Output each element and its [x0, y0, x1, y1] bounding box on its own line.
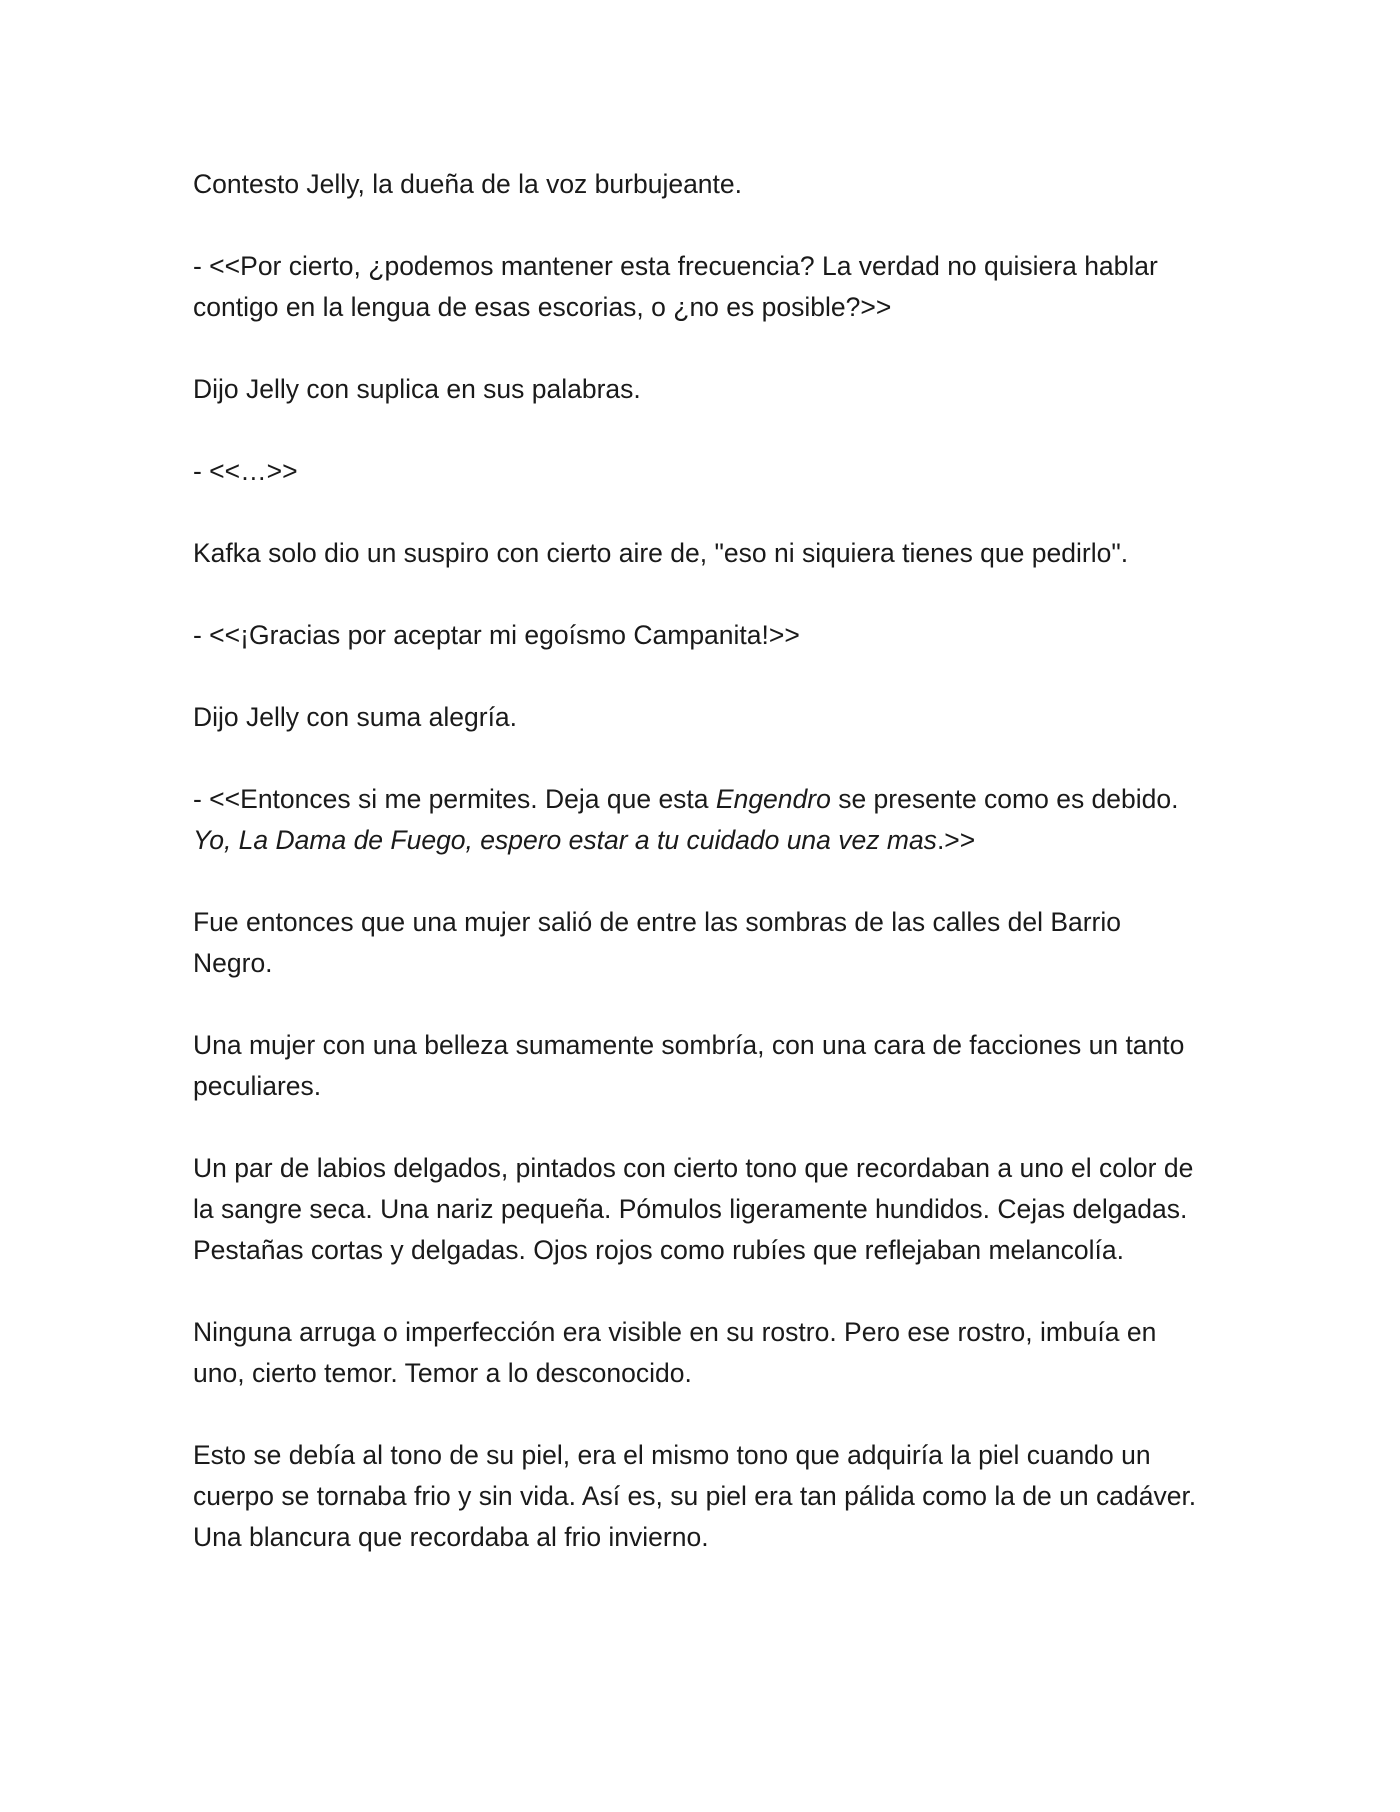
paragraph-4: - <<…>> — [193, 456, 298, 486]
paragraph-8-text-b: se presente como es debido. — [830, 784, 1179, 814]
paragraph-2: - <<Por cierto, ¿podemos mantener esta frecuencia? La verdad no quisiera hablar contigo en la lengua de esas escorias, o ¿no es posible?>> — [193, 251, 1158, 322]
paragraph-8-italic-b: Yo, La Dama de Fuego, espero estar a tu cuidado una vez mas — [193, 825, 937, 855]
paragraph-6: - <<¡Gracias por aceptar mi egoísmo Campanita!>> — [193, 620, 800, 650]
paragraph-8-text-a: - <<Entonces si me permites. Deja que esta — [193, 784, 716, 814]
paragraph-1: Contesto Jelly, la dueña de la voz burbujeante. — [193, 169, 743, 199]
document-body — [193, 164, 1203, 1558]
paragraph-7: Dijo Jelly con suma alegría. — [193, 702, 518, 732]
paragraph-5: Kafka solo dio un suspiro con cierto aire de, "eso ni siquiera tienes que pedirlo". — [193, 538, 1129, 568]
paragraph-10: Una mujer con una belleza sumamente sombría, con una cara de facciones un tanto peculiares. — [193, 1030, 1185, 1101]
paragraph-9: Fue entonces que una mujer salió de entre las sombras de las calles del Barrio Negro. — [193, 907, 1122, 978]
paragraph-8 — [193, 779, 1203, 861]
paragraph-12: Ninguna arruga o imperfección era visible en su rostro. Pero ese rostro, imbuía en uno, cierto temor. Temor a lo desconocido. — [193, 1317, 1157, 1388]
paragraph-11: Un par de labios delgados, pintados con cierto tono que recordaban a uno el color de la sangre seca. Una nariz pequeña. Pómulos ligeramente hundidos. Cejas delgadas. Pestañas cortas y delgadas. Ojos rojos como rubíes que reflejaban melancolía. — [193, 1153, 1194, 1265]
paragraph-8-text-c: .>> — [936, 825, 976, 855]
paragraph-13: Esto se debía al tono de su piel, era el mismo tono que adquiría la piel cuando un cuerpo se tornaba frio y sin vida. Así es, su piel era tan pálida como la de un cadáver. Una blancura que recordaba al frio invierno. — [193, 1440, 1197, 1552]
paragraph-8-italic-a: Engendro — [715, 784, 831, 814]
paragraph-3: Dijo Jelly con suplica en sus palabras. — [193, 374, 641, 404]
